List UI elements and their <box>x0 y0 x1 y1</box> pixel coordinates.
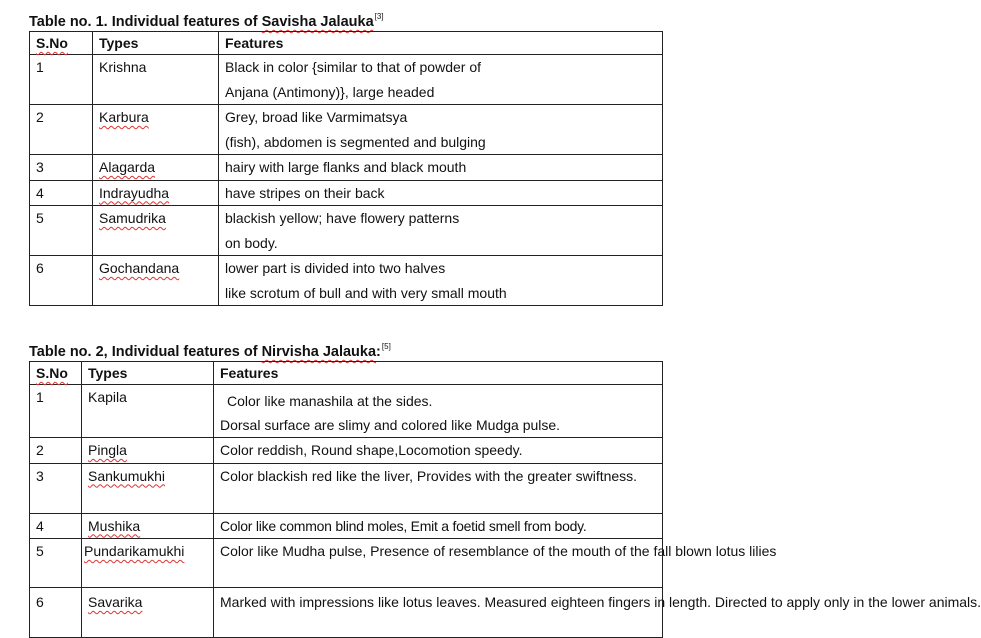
table-row <box>30 513 663 539</box>
table1-type: Indrayudha <box>93 180 219 206</box>
table-row <box>30 206 663 256</box>
table1-sno: 6 <box>30 256 93 306</box>
table2-features: Color blackish red like the liver, Provides with the greater swiftness. <box>214 463 663 513</box>
table1-type: Samudrika <box>93 206 219 256</box>
table2-header-row <box>30 362 663 385</box>
table1-type: Gochandana <box>93 256 219 306</box>
table2-features: Color like Mudha pulse, Presence of resemblance of the mouth of the fall blown lotus lilies <box>214 539 663 588</box>
table1-type: Karbura <box>93 105 219 155</box>
table1-sno: 2 <box>30 105 93 155</box>
table1-features: lower part is divided into two halves like scrotum of bull and with very small mouth <box>219 256 663 306</box>
table2-type: Sankumukhi <box>82 463 214 513</box>
table2-type: Pingla <box>82 438 214 464</box>
table1-title-ref: [3] <box>374 12 384 21</box>
table2-title <box>29 338 391 361</box>
table2-features: Color reddish, Round shape,Locomotion speedy. <box>214 438 663 464</box>
table1-features: have stripes on their back <box>219 180 663 206</box>
table2-type: Pundarikamukhi <box>82 539 214 588</box>
table-row <box>30 385 663 438</box>
table1-header-sno: S.No <box>30 32 93 55</box>
table1-type: Alagarda <box>93 155 219 181</box>
table1-title <box>29 8 384 31</box>
table2-sno: 2 <box>30 438 82 464</box>
table2-type: Savarika <box>82 588 214 638</box>
table2-sno: 5 <box>30 539 82 588</box>
table-row <box>30 180 663 206</box>
table2-title-name: Nirvisha Jalauka <box>261 344 377 360</box>
table1-features: Grey, broad like Varmimatsya (fish), abdomen is segmented and bulging <box>219 105 663 155</box>
table-row <box>30 588 663 638</box>
table-row <box>30 463 663 513</box>
table2-title-prefix: Table no. 2, Individual features of <box>29 344 262 360</box>
table2-sno: 3 <box>30 463 82 513</box>
table2-features: Marked with impressions like lotus leaves. Measured eighteen fingers in length. Directed to apply only in the lower animals. <box>214 588 663 638</box>
table2-type: Kapila <box>82 385 214 438</box>
table1-title-prefix: Table no. 1. Individual features of <box>29 14 262 30</box>
table2-sno: 6 <box>30 588 82 638</box>
table2-type: Mushika <box>82 513 214 539</box>
table2-features: Color like common blind moles, Emit a foetid smell from body. <box>214 513 663 539</box>
table1-sno: 3 <box>30 155 93 181</box>
table2-sno: 1 <box>30 385 82 438</box>
table1-sno: 1 <box>30 55 93 105</box>
table1-title-name: Savisha Jalauka <box>261 14 374 30</box>
table2-header-features: Features <box>214 362 663 385</box>
table-row <box>30 256 663 306</box>
table2-features: Color like manashila at the sides. Dorsal surface are slimy and colored like Mudga pulse. <box>214 385 663 438</box>
table1-features: blackish yellow; have flowery patterns on body. <box>219 206 663 256</box>
table2-title-suffix: : <box>376 344 381 360</box>
table1-header-features: Features <box>219 32 663 55</box>
table1-features: Black in color {similar to that of powder of Anjana (Antimony)}, large headed <box>219 55 663 105</box>
table1-features: hairy with large flanks and black mouth <box>219 155 663 181</box>
table1-sno: 4 <box>30 180 93 206</box>
table1-header-row <box>30 32 663 55</box>
table1 <box>29 31 663 306</box>
table1-type: Krishna <box>93 55 219 105</box>
table2-sno: 4 <box>30 513 82 539</box>
table2 <box>29 361 981 638</box>
table-row <box>30 539 663 588</box>
table2-header-sno: S.No <box>30 362 82 385</box>
table-row <box>30 438 663 464</box>
table1-sno: 5 <box>30 206 93 256</box>
table2-title-ref: [5] <box>381 342 391 351</box>
table-row <box>30 155 663 181</box>
table-row <box>30 55 663 105</box>
table-row <box>30 105 663 155</box>
table1-header-types: Types <box>93 32 219 55</box>
table2-header-types: Types <box>82 362 214 385</box>
